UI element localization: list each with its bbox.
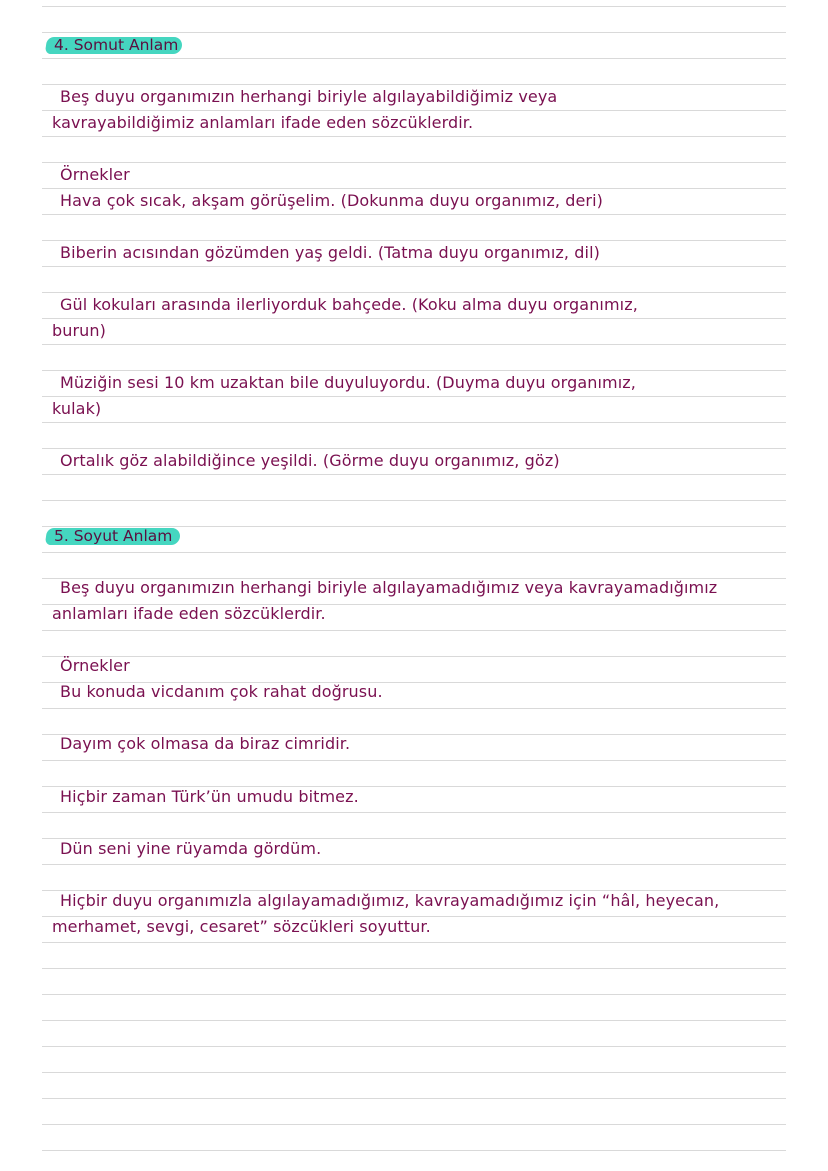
example-line: Bu konuda vicdanım çok rahat doğrusu.: [60, 682, 383, 701]
example-line: Hava çok sıcak, akşam görüşelim. (Dokunma duyu organımız, deri): [60, 191, 604, 210]
examples-label: Örnekler: [60, 656, 130, 675]
example-line: kulak): [52, 399, 102, 418]
example-line: Gül kokuları arasında ilerliyorduk bahçede. (Koku alma duyu organımız,: [60, 295, 638, 314]
section-title: 4. Somut Anlam: [54, 36, 179, 54]
example-line: Biberin acısından gözümden yaş geldi. (Tatma duyu organımız, dil): [60, 243, 600, 262]
definition-line: Beş duyu organımızın herhangi biriyle algılayamadığımız veya kavrayamadığımız: [60, 578, 718, 597]
example-line: Dayım çok olmasa da biraz cimridir.: [60, 734, 351, 753]
section-heading-soyut: [46, 526, 172, 546]
example-line: Dün seni yine rüyamda gördüm.: [60, 839, 322, 858]
example-line: Hiçbir zaman Türk’ün umudu bitmez.: [60, 787, 359, 806]
definition-line: Beş duyu organımızın herhangi biriyle algılayabildiğimiz veya: [60, 87, 558, 106]
definition-line: anlamları ifade eden sözcüklerdir.: [52, 604, 326, 623]
note-line: Hiçbir duyu organımızla algılayamadığımız, kavrayamadığımız için “hâl, heyecan,: [60, 891, 720, 910]
examples-label: Örnekler: [60, 165, 130, 184]
note-line: merhamet, sevgi, cesaret” sözcükleri soyuttur.: [52, 917, 431, 936]
definition-line: kavrayabildiğimiz anlamları ifade eden sözcüklerdir.: [52, 113, 474, 132]
section-heading-somut: [46, 35, 178, 55]
example-line: Müziğin sesi 10 km uzaktan bile duyuluyordu. (Duyma duyu organımız,: [60, 373, 636, 392]
example-line: burun): [52, 321, 106, 340]
example-line: Ortalık göz alabildiğince yeşildi. (Görme duyu organımız, göz): [60, 451, 560, 470]
section-title: 5. Soyut Anlam: [54, 527, 173, 545]
